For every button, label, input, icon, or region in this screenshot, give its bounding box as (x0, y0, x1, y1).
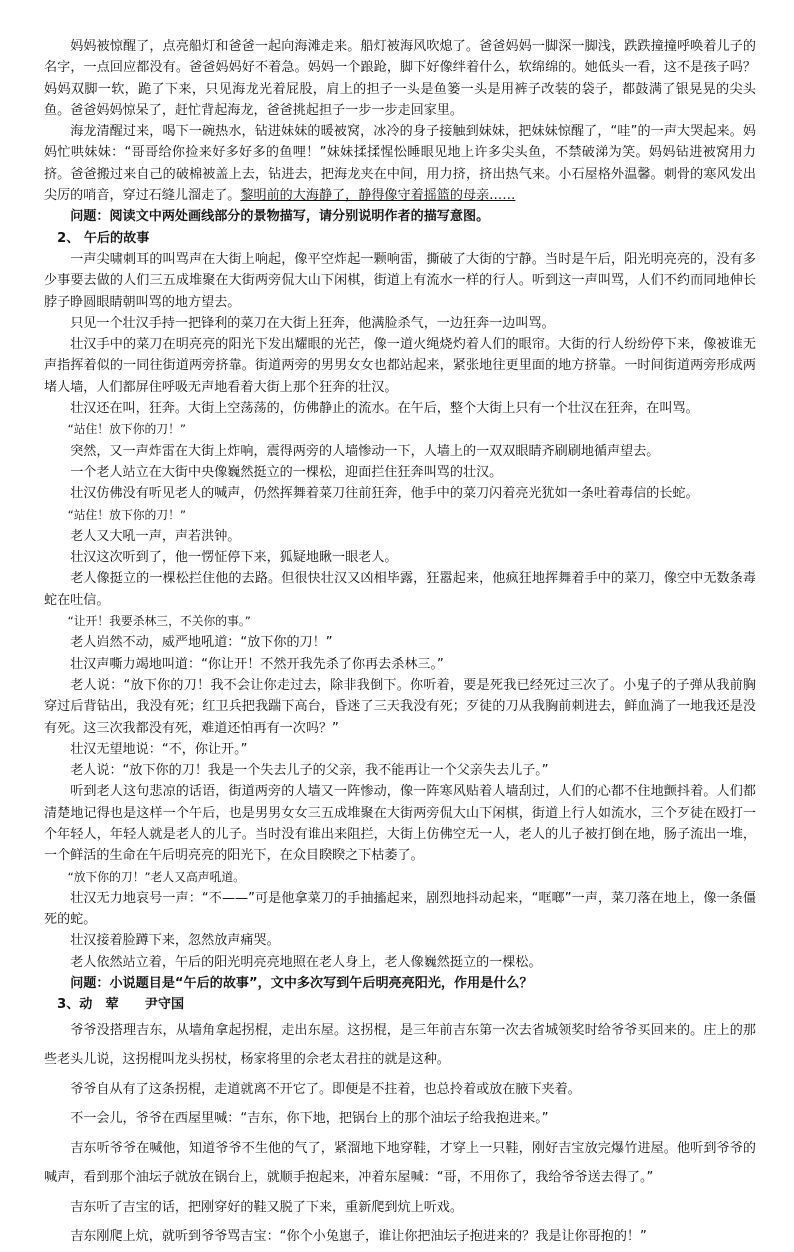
document-page (44, 36, 756, 1252)
paragraph: 老人像挺立的一棵松拦住他的去路。但很快壮汉又凶相毕露，狂嚣起来，他疯狂地挥舞着手中的菜刀，像空中无数条毒蛇在吐信。 (44, 571, 756, 608)
paragraph: 老人岿然不动，威严地吼道：“放下你的刀！” (70, 635, 333, 651)
paragraph (44, 121, 756, 206)
paragraph: 吉东听爷爷在喊他，知道爷爷不生他的气了，紧溜地下地穿鞋，才穿上一只鞋，刚好吉宝放完爆竹进屋。他听到爷爷的喊声，看到那个油坛子就放在锅台上，就顺手抱起来，冲着东屋喊：“哥，不用你了，我给爷爷送去得了。” (44, 1140, 756, 1186)
paragraph: 老人说：“放下你的刀！我不会让你走过去，除非我倒下。你听着，要是死我已经死过三次了。小鬼子的子弹从我前胸穿过后背钻出，我没有死；红卫兵把我踹下高台，昏迷了三天我没有死；歹徒的刀从我胸前刺进去，鲜血淌了一地我还是没有死。这三次我都没有死，难道还怕再有一次吗？” (44, 677, 756, 736)
paragraph: 壮汉这次听到了，他一愣怔停下来，狐疑地瞅一眼老人。 (70, 550, 398, 566)
paragraph: 吉东刚爬上炕，就听到爷爷骂吉宝：“你个小兔崽子，谁让你把油坛子抱进来的？我是让你哥抱的！” (70, 1229, 647, 1245)
story-2-body (44, 249, 756, 973)
paragraph: 突然，又一声炸雷在大街上炸响，震得两旁的人墙惨动一下，人墙上的一双双眼睛齐刷刷地循声望去。 (70, 443, 660, 459)
paragraph: 壮汉声嘶力竭地叫道：“你让开！不然开我先杀了你再去杀林三。” (70, 656, 444, 672)
story-3-body (44, 1016, 756, 1252)
paragraph: “站住！放下你的刀！” (67, 507, 186, 522)
paragraph: 爷爷自从有了这条拐棍，走道就离不开它了。即便是不拄着，也总拎着或放在腋下夹着。 (70, 1081, 581, 1097)
paragraph: 一个老人站立在大街中央像巍然挺立的一棵松，迎面拦住狂奔叫骂的壮汉。 (70, 464, 503, 480)
paragraph: 听到老人这句悲凉的话语，街道两旁的人墙又一阵惨动，像一阵寒风贴着人墙刮过，人们的心都不住地颤抖着。人们都清楚地记得也是这样一个午后，也是男男女女三五成堆聚在大街两旁侃大山下闲棋，街道上行人如流水，三个歹徒在殴打一个年轻人，年轻人就是老人的儿子。当时没有谁出来阻拦，大街上仿佛空无一人，老人的儿子被打倒在地，肠子流出一堆，一个鲜活的生命在午后明亮亮的阳光下，在众目睽睽之下枯萎了。 (44, 784, 756, 864)
paragraph: 壮汉接着脸蹲下来，忽然放声痛哭。 (70, 933, 280, 949)
question-2: 问题：小说题目是“午后的故事”，文中多次写到午后明亮亮阳光，作用是什么？ (70, 976, 533, 992)
paragraph: 只见一个壮汉手持一把锋利的菜刀在大街上狂奔，他满脸杀气，一边狂奔一边叫骂。 (70, 315, 555, 331)
paragraph: “放下你的刀！”老人又高声吼道。 (67, 869, 245, 884)
paragraph: 壮汉无望地说：“不，你让开。” (70, 741, 248, 757)
paragraph: 老人依然站立着，午后的阳光明亮亮地照在老人身上，老人像巍然挺立的一棵松。 (70, 954, 542, 970)
paragraph: “站住！放下你的刀！” (67, 422, 186, 437)
story-2-heading: 2、 午后的故事 (57, 230, 150, 246)
paragraph: 壮汉无力地哀号一声：“不——”可是他拿菜刀的手抽搐起来，剧烈地抖动起来，“哐啷”一声，菜刀落在地上，像一条僵死的蛇。 (44, 890, 756, 928)
paragraph: 一声尖啸刺耳的叫骂声在大街上响起，像平空炸起一颗响雷，撕破了大街的宁静。当时是午后，阳光明亮亮的，没有多少事要去做的人们三五成堆聚在大街两旁侃大山下闲棋，街道上有流水一样的行人。听到这一声叫骂，人们不约而同地伸长脖子睁圆眼睛朝叫骂的地方望去。 (44, 251, 756, 310)
paragraph: 不一会儿，爷爷在西屋里喊：“吉东，你下地，把锅台上的那个油坛子给我抱进来。” (70, 1111, 549, 1127)
story-3-heading: 3、动 荤 尹守国 (57, 997, 185, 1013)
paragraph-text: 海龙清醒过来，喝下一碗热水，钻进妹妹的暖被窝，冰冷的身子接触到妹妹，把妹妹惊醒了，“哇”的一声大哭起来。妈妈忙哄妹妹：“哥哥给你捡来好多好多的鱼哩！”妹妹揉揉惺忪睡眼见地上许多尖头鱼，不禁破涕为笑。妈妈钻进被窝用力挤。爸爸搬过来自己的破棉被盖上去，钻进去，把海龙夹在中间，用力挤，挤出热气来。小石屋格外温馨。刺骨的寒风发出尖厉的哨音，穿过石缝儿溜走了。 (44, 124, 756, 204)
paragraph: 壮汉手中的菜刀在明亮亮的阳光下发出耀眼的光芒，像一道火绳烧灼着人们的眼帘。大街的行人纷纷停下来，像被谁无声指挥着似的一同往街道两旁挤靠。街道两旁的男男女女也都站起来，紧张地往更里面的地方挤靠。一时间街道两旁形成两堵人墙，人们都屏住呼吸无声地看着大街上那个狂奔的壮汉。 (44, 337, 756, 395)
paragraph: 老人又大吼一声，声若洪钟。 (70, 528, 241, 544)
paragraph: “让开！我要杀林三，不关你的事。” (67, 614, 251, 629)
paragraph: 壮汉仿佛没有听见老人的喊声，仍然挥舞着菜刀往前狂奔，他手中的菜刀闪着亮光犹如一条吐着毒信的长蛇。 (70, 486, 699, 502)
question-1: 问题：阅读文中两处画线部分的景物描写，请分别说明作者的描写意图。 (70, 209, 490, 225)
underlined-text: 黎明前的大海静了，静得像守着摇篮的母亲…… (240, 188, 516, 204)
paragraph: 老人说：“放下你的刀！我是一个失去儿子的父亲，我不能再让一个父亲失去儿子。” (70, 763, 549, 779)
paragraph: 壮汉还在叫，狂奔。大街上空荡荡的，仿佛静止的流水。在午后，整个大街上只有一个壮汉在狂奔，在叫骂。 (70, 401, 699, 417)
paragraph: 妈妈被惊醒了，点亮船灯和爸爸一起向海滩走来。船灯被海风吹熄了。爸爸妈妈一脚深一脚浅，跌跌撞撞呼唤着儿子的名字，一点回应都没有。爸爸妈妈好不着急。妈妈一个踉跄，脚下好像绊着什么，软绵绵的。她低头一看，这不是孩子吗？妈妈双脚一软，跪了下来，只见海龙光着屁股，肩上的担子一头是鱼篓一头是用裤子改装的袋子，都鼓满了银晃晃的尖头鱼。爸爸妈妈惊呆了，赶忙背起海龙，爸爸挑起担子一步一步走回家里。 (44, 39, 756, 118)
paragraph: 爷爷没搭理吉东，从墙角拿起拐棍，走出东屋。这拐棍，是三年前吉东第一次去省城领奖时给爷爷买回来的。庄上的那些老头儿说，这拐棍叫龙头拐杖，杨家将里的佘老太君拄的就是这种。 (44, 1022, 756, 1068)
paragraph: 吉东听了吉宝的话，把刚穿好的鞋又脱了下来，重新爬到炕上听戏。 (70, 1199, 463, 1215)
